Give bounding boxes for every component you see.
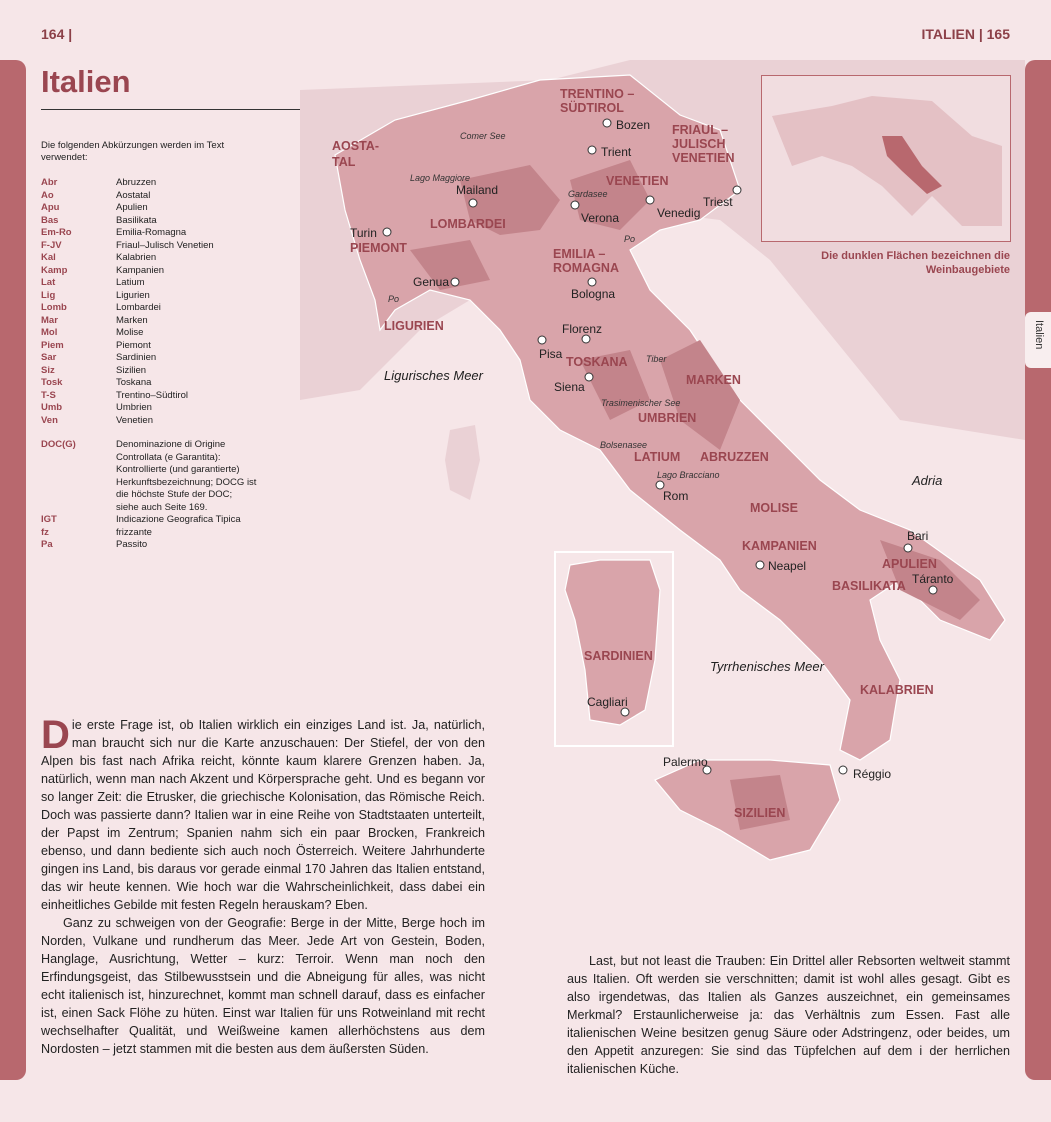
abbreviation-row xyxy=(41,464,301,477)
abbreviation-value: Toskana xyxy=(116,377,152,388)
abbreviation-row xyxy=(41,514,301,527)
svg-text:SARDINIEN: SARDINIEN xyxy=(584,649,653,663)
abbreviation-row xyxy=(41,227,301,240)
abbreviation-value: Controllata (e Garantita): xyxy=(116,451,221,463)
abbreviation-row xyxy=(41,215,301,228)
abbreviation-row xyxy=(41,452,301,465)
body-paragraph-3: Last, but not least die Trauben: Ein Drittel aller Rebsorten weltweit stammt aus Italien. Oft werden sie verschnitten; damit ist wohl alles gesagt. Gibt es also irgendetwas, das Italien als Ganzes auszeichnet, ein gemeinsames Merkmal? Erstaunlicherweise ja: das Verhältnis zum Essen. Fast alle italienischen Weine besitzen genug Säure oder Adstringenz, oder beides, um den Appetit anzuregen: Sie sind das Tüpfelchen auf dem i der herrlichen italienischen Küche. xyxy=(567,954,1010,1076)
abbreviation-value: Lombardei xyxy=(116,302,161,313)
svg-text:Rom: Rom xyxy=(663,489,689,503)
abbreviation-key: Umb xyxy=(41,402,63,413)
svg-text:Lago Maggiore: Lago Maggiore xyxy=(410,173,471,183)
abbreviation-row xyxy=(41,327,301,340)
abbreviation-row xyxy=(41,427,301,439)
abbreviation-row xyxy=(41,527,301,540)
abbreviation-row xyxy=(41,390,301,403)
abbreviation-value: Apulien xyxy=(116,202,148,213)
body-paragraph-2: Ganz zu schweigen von der Geografie: Berge in der Mitte, Berge hoch im Norden, Vulkane und rundherum das Meer. Jede Art von Gestein, Boden, Hanglage, Ausrichtung, Wetter – kurz: Terroir. Wenn man noch den Erfindungsgeist, das Stilbewusstsein und die Abneigung für alles, was nicht echt italienisch ist, hinzurechnet, kommt man schnell darauf, dass es einfacher ist, einen Sack Flöhe zu hüten. Einst war Italien für uns Rotweinland mit recht wechselhafter Qualität, und Weißweine kamen allerhöchstens aus dem Nordosten – jetzt stammen mit die besten aus dem äußersten Süden. xyxy=(41,916,485,1056)
abbreviation-key: Apu xyxy=(41,202,60,213)
abbreviation-row xyxy=(41,352,301,365)
abbreviation-key: Tosk xyxy=(41,377,63,388)
svg-text:BASILIKATA: BASILIKATA xyxy=(832,579,906,593)
abbreviation-key: Ao xyxy=(41,189,54,201)
abbreviation-row xyxy=(41,365,301,378)
abbreviation-value: Emilia-Romagna xyxy=(116,227,187,238)
svg-text:Po: Po xyxy=(624,234,636,244)
abbreviation-row xyxy=(41,340,301,353)
svg-text:Trient: Trient xyxy=(601,145,632,159)
svg-text:LATIUM: LATIUM xyxy=(634,450,681,464)
abbreviation-key xyxy=(41,452,116,465)
abbreviation-value: Passito xyxy=(116,539,148,550)
abbreviation-value: Molise xyxy=(116,327,144,338)
svg-text:ABRUZZEN: ABRUZZEN xyxy=(700,450,769,464)
abbreviation-value: Sizilien xyxy=(116,364,147,376)
svg-text:Bolsenasee: Bolsenasee xyxy=(600,440,648,450)
abbreviation-key: Mol xyxy=(41,327,58,338)
svg-text:Gardasee: Gardasee xyxy=(568,189,608,199)
inset-map xyxy=(761,75,1011,242)
svg-text:Bari: Bari xyxy=(907,529,929,543)
svg-text:SÜDTIROL: SÜDTIROL xyxy=(560,101,624,115)
svg-text:MOLISE: MOLISE xyxy=(750,501,798,515)
abbreviation-row xyxy=(41,290,301,303)
abbreviation-row xyxy=(41,377,301,390)
abbreviation-row xyxy=(41,415,301,428)
abbreviation-value: Kampanien xyxy=(116,264,165,276)
left-page-number: 164 | xyxy=(41,26,73,42)
svg-text:Venedig: Venedig xyxy=(657,206,701,220)
svg-text:Tiber: Tiber xyxy=(646,354,667,364)
abbreviation-value: Ligurien xyxy=(116,289,150,301)
svg-text:EMILIA –: EMILIA – xyxy=(553,247,606,261)
abbreviation-value: Herkunftsbezeichnung; DOCG ist xyxy=(116,476,257,488)
svg-text:Trasimenischer See: Trasimenischer See xyxy=(601,398,681,408)
svg-text:Réggio: Réggio xyxy=(853,767,892,781)
abbreviation-row xyxy=(41,240,301,253)
body-paragraph-1: ie erste Frage ist, ob Italien wirklich ein einziges Land ist. Ja, natürlich, man braucht sich nur die Karte anzuschauen: Der Stiefel, der von den Alpen bis fast nach Afrika reicht, könnte kaum klarere Grenzen haben. Ja, natürlich, wenn man nach Akzent und Körpersprache geht. Und es begann vor so langer Zeit: die Etrusker, die griechische Kolonisation, das Römische Reich. Doch was passierte dann? Italien war in eine Reihe von Stadtstaaten unterteilt, der Papst im Zentrum; Spanien nahm sich ein paar Brocken, Frankreich ebenso, und dann bediente sich auch noch Österreich. Weitere Jahrhunderte gingen ins Land, bis daraus vor gerade einmal 170 Jahren das Italien entstand, das wir heute kennen. Wie hoch war die Wahrscheinlichkeit, dass dabei ein einheitliches Gebilde mit festen Regeln herauskam? Eben. xyxy=(41,718,485,912)
abbreviation-key xyxy=(41,477,116,490)
svg-text:Turin: Turin xyxy=(350,226,377,240)
abbreviation-value: Latium xyxy=(116,277,145,288)
abbreviation-value xyxy=(116,427,276,439)
abbreviation-key: DOC(G) xyxy=(41,439,76,450)
abbreviation-row xyxy=(41,439,301,452)
abbreviation-value: frizzante xyxy=(116,526,152,538)
abbreviation-value: Sardinien xyxy=(116,352,157,363)
abbreviation-key: T-S xyxy=(41,389,56,401)
abbreviation-row xyxy=(41,502,301,515)
left-page-edge xyxy=(0,60,26,1080)
svg-text:Tyrrhenisches Meer: Tyrrhenisches Meer xyxy=(710,659,824,674)
abbreviation-key xyxy=(41,427,116,439)
abbreviation-key: Lig xyxy=(41,289,56,301)
svg-text:JULISCH: JULISCH xyxy=(672,137,726,151)
svg-text:Comer See: Comer See xyxy=(460,131,506,141)
svg-text:VENETIEN: VENETIEN xyxy=(606,174,669,188)
abbreviation-key: Mar xyxy=(41,314,58,326)
svg-text:SIZILIEN: SIZILIEN xyxy=(734,806,786,820)
svg-text:Po: Po xyxy=(388,294,400,304)
svg-text:APULIEN: APULIEN xyxy=(882,557,937,571)
svg-text:LIGURIEN: LIGURIEN xyxy=(384,319,444,333)
svg-text:Ligurisches Meer: Ligurisches Meer xyxy=(384,368,483,383)
svg-text:Verona: Verona xyxy=(581,211,620,225)
svg-text:Cagliari: Cagliari xyxy=(587,695,628,709)
svg-text:Siena: Siena xyxy=(554,380,585,394)
abbreviation-key: Lomb xyxy=(41,302,67,313)
body-text-left xyxy=(41,713,485,1058)
svg-text:FRIAUL –: FRIAUL – xyxy=(672,123,729,137)
svg-text:MARKEN: MARKEN xyxy=(686,373,741,387)
svg-text:Lago Bracciano: Lago Bracciano xyxy=(657,470,720,480)
abbreviation-value: Denominazione di Origine xyxy=(116,439,226,450)
svg-text:Táranto: Táranto xyxy=(912,572,954,586)
abbreviation-value: Trentino–Südtirol xyxy=(116,389,188,401)
svg-text:PIEMONT: PIEMONT xyxy=(350,241,407,255)
abbreviation-row xyxy=(41,302,301,315)
svg-text:Pisa: Pisa xyxy=(539,347,563,361)
abbreviation-key: Bas xyxy=(41,214,59,226)
svg-text:KALABRIEN: KALABRIEN xyxy=(860,683,934,697)
right-page-edge xyxy=(1025,60,1051,1080)
inset-caption: Die dunklen Flächen bezeichnen die Weinbaugebiete xyxy=(821,250,1010,276)
svg-text:LOMBARDEI: LOMBARDEI xyxy=(430,217,506,231)
abbreviation-value: Marken xyxy=(116,314,148,326)
abbreviation-key xyxy=(41,464,116,477)
abbreviation-key: Ven xyxy=(41,414,58,426)
abbreviation-row xyxy=(41,190,301,203)
abbreviation-key: F-JV xyxy=(41,239,62,251)
abbreviation-row xyxy=(41,489,301,502)
right-page-header: ITALIEN | 165 xyxy=(921,26,1010,42)
svg-text:Adria: Adria xyxy=(912,473,943,488)
svg-text:ROMAGNA: ROMAGNA xyxy=(553,261,619,275)
side-tab-label: Italien xyxy=(1033,320,1045,350)
svg-text:UMBRIEN: UMBRIEN xyxy=(638,411,697,425)
abbreviation-value: Umbrien xyxy=(116,402,152,413)
abbreviation-value: Abruzzen xyxy=(116,177,157,188)
svg-text:Bozen: Bozen xyxy=(616,118,651,132)
svg-text:Palermo: Palermo xyxy=(663,755,708,769)
abbreviation-row xyxy=(41,402,301,415)
svg-text:Genua: Genua xyxy=(413,275,450,289)
abbreviation-row xyxy=(41,177,301,190)
abbreviation-key: Em-Ro xyxy=(41,227,72,238)
svg-text:Triest: Triest xyxy=(703,195,733,209)
abbreviation-row xyxy=(41,315,301,328)
abbreviation-key xyxy=(41,502,116,515)
abbreviation-row xyxy=(41,252,301,265)
abbreviation-intro: Die folgenden Abkürzungen werden im Text verwendet: xyxy=(41,140,225,163)
abbreviation-value: Kontrollierte (und garantierte) xyxy=(116,464,240,475)
drop-cap: D xyxy=(41,713,70,757)
abbreviation-value: Venetien xyxy=(116,414,153,426)
abbreviation-value: Aostatal xyxy=(116,189,151,201)
abbreviation-value: die höchste Stufe der DOC; xyxy=(116,489,233,500)
page-title: Italien xyxy=(41,64,131,99)
svg-text:Mailand: Mailand xyxy=(456,183,499,197)
abbreviation-key: Lat xyxy=(41,277,56,288)
abbreviation-value: Piemont xyxy=(116,339,151,351)
abbreviation-key: Abr xyxy=(41,177,58,188)
abbreviation-key: Siz xyxy=(41,364,55,376)
abbreviation-row xyxy=(41,477,301,490)
side-tab-marker xyxy=(1025,296,1051,312)
abbreviation-row xyxy=(41,277,301,290)
abbreviation-value: Friaul–Julisch Venetien xyxy=(116,239,214,251)
abbreviation-key: IGT xyxy=(41,514,57,525)
svg-text:TRENTINO –: TRENTINO – xyxy=(560,87,635,101)
abbreviation-key: Pa xyxy=(41,539,53,550)
abbreviation-key: Sar xyxy=(41,352,57,363)
svg-text:VENETIEN: VENETIEN xyxy=(672,151,735,165)
svg-text:AOSTA-: AOSTA- xyxy=(332,139,379,153)
abbreviation-key: fz xyxy=(41,526,49,538)
body-text-right xyxy=(567,952,1010,1078)
abbreviation-row xyxy=(41,202,301,215)
abbreviation-value: siehe auch Seite 169. xyxy=(116,501,208,513)
abbreviation-list xyxy=(41,177,301,552)
svg-text:Bologna: Bologna xyxy=(571,287,616,301)
abbreviation-key: Kal xyxy=(41,252,56,263)
abbreviation-value: Basilikata xyxy=(116,214,157,226)
abbreviation-row xyxy=(41,265,301,278)
svg-text:Neapel: Neapel xyxy=(768,559,807,573)
svg-text:TOSKANA: TOSKANA xyxy=(566,355,628,369)
abbreviation-key: Piem xyxy=(41,339,64,351)
abbreviation-key xyxy=(41,489,116,502)
abbreviation-value: Kalabrien xyxy=(116,252,157,263)
svg-text:TAL: TAL xyxy=(332,155,356,169)
abbreviation-key: Kamp xyxy=(41,264,68,276)
abbreviation-value: Indicazione Geografica Tipica xyxy=(116,514,241,525)
svg-text:KAMPANIEN: KAMPANIEN xyxy=(742,539,817,553)
svg-text:Florenz: Florenz xyxy=(562,322,603,336)
abbreviation-row xyxy=(41,539,301,552)
